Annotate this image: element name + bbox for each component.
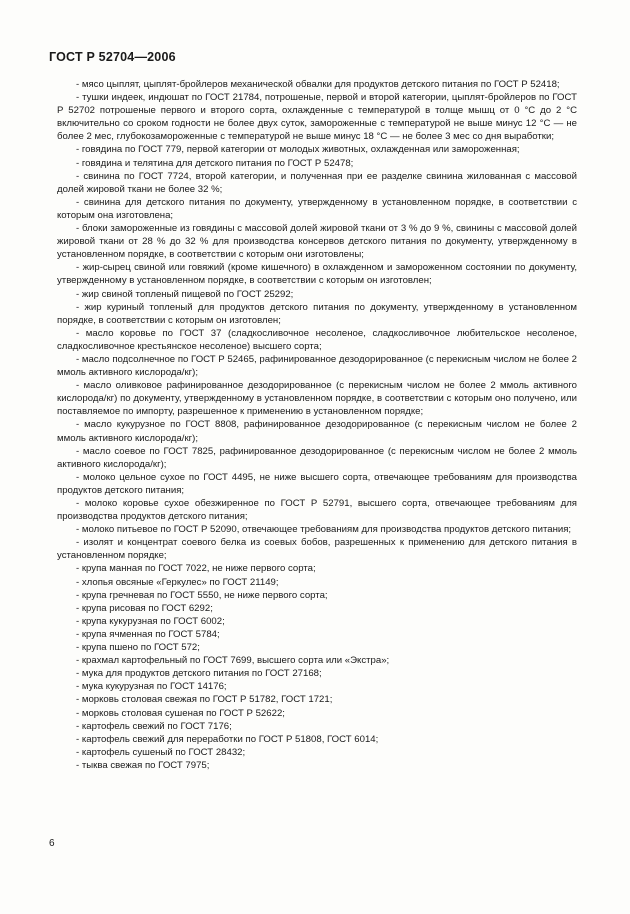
list-item: - крупа ячменная по ГОСТ 5784; bbox=[76, 628, 220, 640]
list-item: - хлопья овсяные «Геркулес» по ГОСТ 21149; bbox=[76, 576, 279, 588]
list-item: - говядина и телятина для детского питания по ГОСТ Р 52478; bbox=[76, 157, 354, 169]
document-header: ГОСТ Р 52704—2006 bbox=[49, 50, 176, 64]
list-item: - тушки индеек, индюшат по ГОСТ 21784, потрошеные, первой и второй категории, цыплят-бройлеров по ГОСТ Р 52702 потрошеные первого и второго сорта, охлажденные с температурой в толще мышц от 0 °С до 2 °С включительно со сроком годности не более двух суток, замороженные с температурой не выше минус 12 °С — не более 2 мес, глубокозамороженные с температурой не выше минус 18 °С — не более 3 мес со дня выработки; bbox=[57, 92, 577, 143]
list-item: - масло оливковое рафинированное дезодорированное (с перекисным числом не более 2 ммоль активного кислорода/кг) по документу, утвержденному в установленном порядке, в соответствии с которым оно получено, или поставляемое по импорту, разрешенное к применению в установленном порядке; bbox=[57, 380, 577, 418]
list-item: - морковь столовая свежая по ГОСТ Р 51782, ГОСТ 1721; bbox=[76, 694, 333, 706]
list-item: - изолят и концентрат соевого белка из соевых бобов, разрешенных к применению для детского питания в установленном порядке; bbox=[57, 537, 577, 562]
list-item: - крупа гречневая по ГОСТ 5550, не ниже первого сорта; bbox=[76, 589, 328, 601]
list-item: - крупа кукурузная по ГОСТ 6002; bbox=[76, 615, 225, 627]
list-item: - масло кукурузное по ГОСТ 8808, рафинированное дезодорированное (с перекисным числом не более 2 ммоль активного кислорода/кг); bbox=[57, 419, 577, 444]
list-item: - говядина по ГОСТ 779, первой категории от молодых животных, охлажденная или замороженная; bbox=[76, 144, 520, 156]
document-body bbox=[57, 78, 577, 772]
list-item: - свинина по ГОСТ 7724, второй категории, и полученная при ее разделке свинина жилованная с массовой долей жировой ткани не более 32 %; bbox=[57, 170, 577, 195]
list-item: - картофель свежий по ГОСТ 7176; bbox=[76, 720, 232, 732]
list-item: - картофель свежий для переработки по ГОСТ Р 51808, ГОСТ 6014; bbox=[76, 733, 379, 745]
list-item: - молоко цельное сухое по ГОСТ 4495, не ниже высшего сорта, отвечающее требованиям для производства продуктов детского питания; bbox=[57, 471, 577, 496]
list-item: - картофель сушеный по ГОСТ 28432; bbox=[76, 746, 246, 758]
page-number: 6 bbox=[49, 838, 55, 849]
list-item: - крупа пшено по ГОСТ 572; bbox=[76, 642, 200, 654]
list-item: - тыква свежая по ГОСТ 7975; bbox=[76, 759, 210, 771]
list-item: - молоко питьевое по ГОСТ Р 52090, отвечающее требованиям для производства продуктов детского питания; bbox=[76, 524, 572, 536]
list-item: - крупа манная по ГОСТ 7022, не ниже первого сорта; bbox=[76, 563, 316, 575]
list-item: - мясо цыплят, цыплят-бройлеров механической обвалки для продуктов детского питания по ГОСТ Р 52418; bbox=[76, 79, 560, 90]
list-item: - масло соевое по ГОСТ 7825, рафинированное дезодорированное (с перекисным числом не более 2 ммоль активного кислорода/кг); bbox=[57, 445, 577, 470]
list-item: - морковь столовая сушеная по ГОСТ Р 52622; bbox=[76, 707, 285, 719]
list-item: - крахмал картофельный по ГОСТ 7699, высшего сорта или «Экстра»; bbox=[76, 655, 390, 667]
list-item: - масло коровье по ГОСТ 37 (сладкосливочное несоленое, сладкосливочное любительское несоленое, сладкосливочное крестьянское несоленое) высшего сорта; bbox=[57, 327, 577, 352]
list-item: - жир-сырец свиной или говяжий (кроме кишечного) в охлажденном и замороженном состоянии по документу, утвержденному в установленном порядке, в соответствии с которым он изготовлен; bbox=[57, 262, 577, 287]
list-item: - жир свиной топленый пищевой по ГОСТ 25292; bbox=[76, 288, 294, 300]
list-item: - свинина для детского питания по документу, утвержденному в установленном порядке, в соответствии с которым она изготовлена; bbox=[57, 196, 577, 221]
list-item: - мука кукурузная по ГОСТ 14176; bbox=[76, 681, 227, 693]
list-item: - блоки замороженные из говядины с массовой долей жировой ткани от 3 % до 9 %, свинины с массовой долей жировой ткани от 28 % до 32 % для производства консервов детского питания по документу, утвержденному в установленном порядке, в соответствии с которым они изготовлены; bbox=[57, 223, 577, 261]
list-item: - молоко коровье сухое обезжиренное по ГОСТ Р 52791, высшего сорта, отвечающее требованиям для производства продуктов детского питания; bbox=[57, 498, 577, 523]
list-item: - крупа рисовая по ГОСТ 6292; bbox=[76, 602, 213, 614]
list-item: - жир куриный топленый для продуктов детского питания по документу, утвержденному в установленном порядке, в соответствии с которым он изготовлен; bbox=[57, 301, 577, 326]
list-item: - мука для продуктов детского питания по ГОСТ 27168; bbox=[76, 668, 322, 680]
list-item: - масло подсолнечное по ГОСТ Р 52465, рафинированное дезодорированное (с перекисным числом не более 2 ммоль активного кислорода/кг); bbox=[57, 353, 577, 379]
